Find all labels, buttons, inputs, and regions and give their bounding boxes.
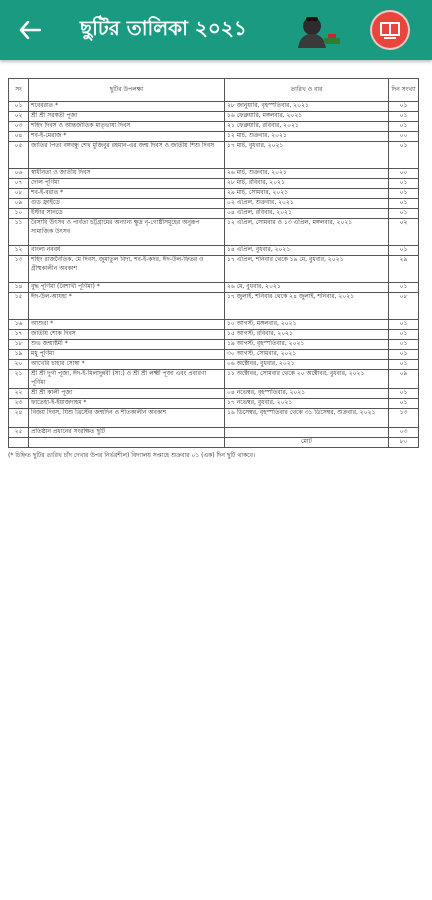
occasion-cell: শ্রী শ্রী দুর্গা পূজা, ঈদ-ই-মিলাদুন্নবী (সা:) ও শ্রী শ্রী লক্ষ্মী পূজা এবং প্রবারণা পূর্ণিমা	[29, 370, 225, 389]
days-cell: ০০	[389, 169, 419, 179]
table-header-row	[9, 79, 419, 102]
table-row	[9, 132, 419, 142]
table-row	[9, 428, 419, 438]
table-row	[9, 389, 419, 399]
days-cell: ০১	[389, 340, 419, 350]
serial-cell: ১২	[9, 246, 29, 256]
table-row	[9, 360, 419, 370]
date-cell: ১২ এপ্রিল, সোমবার ও ১৩ এপ্রিল, মঙ্গলবার, ২০২১	[225, 219, 389, 246]
table-row	[9, 283, 419, 293]
date-cell: ০৬ অক্টোবর, বুধবার, ২০২১	[225, 360, 389, 370]
table-row	[9, 399, 419, 409]
header-days: দিন সংখ্যা	[389, 79, 419, 102]
occasion-cell: শহিদ রাজনৈতিক, মে দিবস, জুমাতুল বিদা, শব-ই-কদর, ঈদ-উল-ফিতর ও গ্রীষ্মকালীন অবকাশ	[29, 256, 225, 283]
serial-cell: ১৯	[9, 350, 29, 360]
occasion-cell: গুড ফ্রাইডে	[29, 199, 225, 209]
date-cell: ২৮ জানুয়ারি, বৃহস্পতিবার, ২০২১	[225, 102, 389, 112]
days-cell: ০১	[389, 320, 419, 330]
days-cell: ০১	[389, 360, 419, 370]
days-cell: ০১	[389, 179, 419, 189]
table-row	[9, 246, 419, 256]
days-cell: ০৯	[389, 370, 419, 389]
date-cell: ১৪ এপ্রিল, বুধবার, ২০২১	[225, 246, 389, 256]
table-row	[9, 112, 419, 122]
date-cell: ০২ এপ্রিল, শুক্রবার, ২০২১	[225, 199, 389, 209]
days-cell: ০১	[389, 122, 419, 132]
date-cell: ০৪ নভেম্বর, বৃহস্পতিবার, ২০২১	[225, 389, 389, 399]
table-row	[9, 350, 419, 360]
days-cell: ০১	[389, 209, 419, 219]
date-cell: ২৬ মার্চ, শুক্রবার, ২০২১	[225, 169, 389, 179]
occasion-cell: আখেরি চাহার সোম্বা *	[29, 360, 225, 370]
occasion-cell: শহিদ দিবস ও আন্তর্জাতিক মাতৃভাষা দিবস	[29, 122, 225, 132]
days-cell: ০১	[389, 283, 419, 293]
serial-cell: ২২	[9, 389, 29, 399]
serial-cell: ০৪	[9, 132, 29, 142]
serial-cell: ০৬	[9, 169, 29, 179]
occasion-cell: শব-ই-মেরাজ *	[29, 132, 225, 142]
occasion-cell: শ্রী শ্রী কালী পূজা	[29, 389, 225, 399]
table-row	[9, 169, 419, 179]
days-cell: ২৯	[389, 256, 419, 283]
occasion-cell: শবেবরাত *	[29, 102, 225, 112]
back-button[interactable]	[12, 14, 48, 46]
occasion-cell: বুদ্ধ পূর্ণিমা (বৈশাখী পূর্ণিমা) *	[29, 283, 225, 293]
page-title: ছুটির তালিকা ২০২১	[80, 16, 247, 40]
date-cell: ১৭ এপ্রিল, শনিবার থেকে ১৯ মে, বুধবার, ২০২১	[225, 256, 389, 283]
days-cell: ০১	[389, 389, 419, 399]
serial-cell: ১৭	[9, 330, 29, 340]
serial-cell: ১৪	[9, 283, 29, 293]
days-cell: ০১	[389, 189, 419, 199]
serial-cell: ০৫	[9, 142, 29, 169]
pdf-button[interactable]	[372, 12, 408, 48]
serial-cell: ১০	[9, 209, 29, 219]
occasion-cell: মধু পূর্ণিমা	[29, 350, 225, 360]
serial-cell: ০২	[9, 112, 29, 122]
table-row	[9, 219, 419, 246]
days-cell: ০২	[389, 219, 419, 246]
table-row	[9, 122, 419, 132]
table-row	[9, 199, 419, 209]
header-date: তারিখ ও বার	[225, 79, 389, 102]
days-cell: ০১	[389, 399, 419, 409]
occasion-cell: ফাতেহা-ই-ইয়াজদাহম *	[29, 399, 225, 409]
days-cell: ০০	[389, 132, 419, 142]
occasion-cell: বাংলা নববর্ষ	[29, 246, 225, 256]
date-cell: ১০ আগস্ট, মঙ্গলবার, ২০২১	[225, 320, 389, 330]
date-cell: ১১ অক্টোবর, সোমবার থেকে ২০ অক্টোবর, বুধবার, ২০২১	[225, 370, 389, 389]
serial-cell: ১১	[9, 219, 29, 246]
occasion-cell: আশুরা *	[29, 320, 225, 330]
date-cell: ২৯ মার্চ, সোমবার, ২০২১	[225, 189, 389, 199]
serial-cell: ১৩	[9, 256, 29, 283]
table-row	[9, 256, 419, 283]
date-cell: ১৬ ডিসেম্বর, বৃহস্পতিবার থেকে ৩১ ডিসেম্বর, শুক্রবার, ২০২১	[225, 409, 389, 428]
days-cell: ০৮	[389, 293, 419, 320]
serial-cell: ২৩	[9, 399, 29, 409]
holiday-table	[8, 78, 419, 448]
days-cell: ০১	[389, 112, 419, 122]
date-cell: ২১ ফেব্রুয়ারি, রবিবার, ২০২১	[225, 122, 389, 132]
serial-cell: ০৯	[9, 199, 29, 209]
serial-cell: ২৪	[9, 409, 29, 428]
serial-cell: ০৮	[9, 189, 29, 199]
header-occasion: ছুটির উপলক্ষ্য	[29, 79, 225, 102]
occasion-cell: বিজয় দিবস, যিশু খ্রিস্টের জন্মদিন ও শীতকালীন অবকাশ	[29, 409, 225, 428]
total-row	[9, 438, 419, 448]
app-bar	[0, 0, 432, 60]
occasion-cell: স্বাধীনতা ও জাতীয় দিবস	[29, 169, 225, 179]
table-row	[9, 320, 419, 330]
date-cell: ১৯ আগস্ট, বৃহস্পতিবার, ২০২১	[225, 340, 389, 350]
days-cell: ০১	[389, 142, 419, 169]
table-row	[9, 102, 419, 112]
serial-cell: ১৬	[9, 320, 29, 330]
occasion-cell: শ্রী শ্রী সরস্বতী পূজা	[29, 112, 225, 122]
serial-cell: ১৮	[9, 340, 29, 350]
table-row	[9, 409, 419, 428]
table-row	[9, 189, 419, 199]
date-cell: ৩০ আগস্ট, সোমবার, ২০২১	[225, 350, 389, 360]
occasion-cell: প্রতিষ্ঠান প্রধানের সংরক্ষিত ছুটি	[29, 428, 225, 438]
serial-cell: ২০	[9, 360, 29, 370]
table-row	[9, 293, 419, 320]
footnote: (* চিহ্নিত ছুটির তারিখ চাঁদ দেখার উপর নির্ভরশীল) বিদ্যালয় সপ্তাহে শুক্রবার ০১ (এক) দিন ছুটি থাকবে।	[8, 452, 256, 459]
total-days: ৮০	[389, 438, 419, 448]
serial-cell: ০৭	[9, 179, 29, 189]
days-cell: ০১	[389, 350, 419, 360]
days-cell: ০১	[389, 102, 419, 112]
occasion-cell: জাতীয় শোক দিবস	[29, 330, 225, 340]
date-cell: ১৫ আগস্ট, রবিবার, ২০২১	[225, 330, 389, 340]
occasion-cell: দোল পূর্ণিমা	[29, 179, 225, 189]
date-cell: ২৮ মার্চ, রবিবার, ২০২১	[225, 179, 389, 189]
pdf-book-icon	[378, 20, 402, 40]
date-cell: ০৪ এপ্রিল, রবিবার, ২০২১	[225, 209, 389, 219]
serial-cell: ০৩	[9, 122, 29, 132]
header-serial: সং	[9, 79, 29, 102]
date-cell: ১৭ মার্চ, বুধবার, ২০২১	[225, 142, 389, 169]
serial-cell: ০১	[9, 102, 29, 112]
serial-cell: ২৫	[9, 428, 29, 438]
days-cell: ০১	[389, 246, 419, 256]
arrow-left-icon	[19, 21, 41, 39]
serial-cell: ১৫	[9, 293, 29, 320]
date-cell	[225, 428, 389, 438]
table-row	[9, 370, 419, 389]
serial-cell: ২১	[9, 370, 29, 389]
days-cell: ০১	[389, 330, 419, 340]
table-row	[9, 179, 419, 189]
table-row	[9, 209, 419, 219]
days-cell: ০১	[389, 199, 419, 209]
table-row	[9, 142, 419, 169]
occasion-cell: ইস্টার সানডে	[29, 209, 225, 219]
occasion-cell: জাতির পিতা বঙ্গবন্ধু শেখ মুজিবুর রহমান-এর জন্ম দিবস ও জাতীয় শিশু দিবস	[29, 142, 225, 169]
total-label: মোট	[225, 438, 389, 448]
date-cell: ১২ মার্চ, শুক্রবার, ২০২১	[225, 132, 389, 142]
table-row	[9, 340, 419, 350]
portrait-logo-icon	[294, 12, 344, 48]
date-cell: ১৭ নভেম্বর, বুধবার, ২০২১	[225, 399, 389, 409]
occasion-cell: বৈসাবি উৎসব ও পার্বত্য চট্টগ্রামের অন্যান্য ক্ষুদ্র নৃ-গোষ্ঠীসমূহের অনুরূপ সামাজিক উৎসব	[29, 219, 225, 246]
days-cell: ০৩	[389, 428, 419, 438]
holiday-document	[8, 78, 424, 608]
date-cell: ১৭ জুলাই, শনিবার থেকে ২৪ জুলাই, শনিবার, ২০২১	[225, 293, 389, 320]
table-row	[9, 330, 419, 340]
date-cell: ১৬ ফেব্রুয়ারি, মঙ্গলবার, ২০২১	[225, 112, 389, 122]
occasion-cell: শব-ই-বরাত *	[29, 189, 225, 199]
occasion-cell: শুভ জন্মাষ্টমী *	[29, 340, 225, 350]
days-cell: ১৩	[389, 409, 419, 428]
occasion-cell: ঈদ-উল-আযহা *	[29, 293, 225, 320]
date-cell: ২৬ মে, বুধবার, ২০২১	[225, 283, 389, 293]
